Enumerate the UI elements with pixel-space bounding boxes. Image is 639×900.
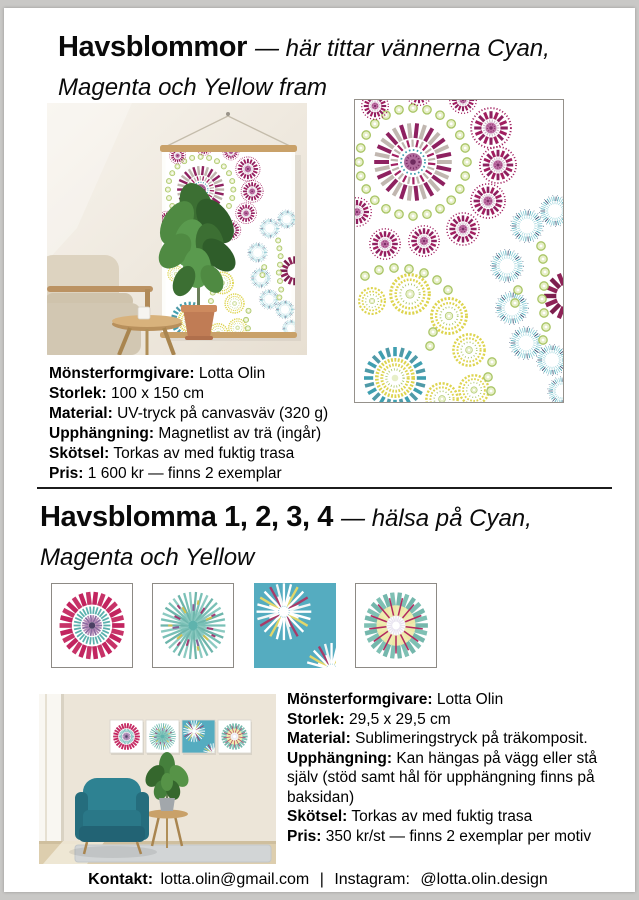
section2-subtitle: — hälsa på Cyan, <box>341 505 532 532</box>
flyer-page <box>4 8 635 892</box>
detail-hanging: Upphängning: Magnetlist av trä (ingår) <box>49 425 322 442</box>
section1-subtitle: — här tittar vännerna Cyan, <box>255 35 550 62</box>
contact-line <box>4 871 635 889</box>
detail-size: Storlek: 100 x 150 cm <box>49 385 205 402</box>
section1-title: Havsblommor <box>58 31 247 63</box>
contact-label: Kontakt: <box>88 871 154 888</box>
instagram-label: Instagram: <box>334 871 410 888</box>
detail-designer: Mönsterformgivare: Lotta Olin <box>287 691 504 708</box>
instagram-handle[interactable]: @lotta.olin.design <box>420 871 548 888</box>
detail-designer: Mönsterformgivare: Lotta Olin <box>49 365 266 382</box>
section-divider <box>37 487 612 489</box>
havsblomma-thumb-3 <box>254 583 336 668</box>
detail-care: Skötsel: Torkas av med fuktig trasa <box>49 445 295 462</box>
section1-subtitle-line2: Magenta och Yellow fram <box>58 74 328 101</box>
detail-size: Storlek: 29,5 x 29,5 cm <box>287 710 451 728</box>
havsblomma-thumb-4 <box>355 583 437 668</box>
pattern-detail-image <box>354 99 564 403</box>
room-photo-small <box>39 694 276 864</box>
detail-care: Skötsel: Torkas av med fuktig trasa <box>287 808 533 825</box>
havsblomma-thumb-2 <box>152 583 234 668</box>
contact-email[interactable]: lotta.olin@gmail.com <box>160 871 310 888</box>
detail-price: Pris: 1 600 kr — finns 2 exemplar <box>49 465 282 482</box>
detail-hanging: Upphängning: Kan hängas på vägg eller stå själv (stöd samt hål för upphängning finns på baksidan) <box>287 749 598 806</box>
section2-heading <box>40 500 600 575</box>
contact-separator: | <box>319 871 324 888</box>
section1-heading <box>58 30 608 105</box>
detail-material: Material: UV-tryck på canvasväv (320 g) <box>49 405 329 422</box>
section2-title: Havsblomma 1, 2, 3, 4 <box>40 501 334 533</box>
section2-subtitle-line2: Magenta och Yellow <box>40 544 255 571</box>
detail-material: Material: Sublimeringstryck på träkomposit. <box>287 730 588 747</box>
room-photo-large <box>47 103 307 355</box>
product-details-1 <box>49 364 369 484</box>
detail-price: Pris: 350 kr/st — finns 2 exemplar per motiv <box>287 827 592 845</box>
havsblomma-thumb-1 <box>51 583 133 668</box>
product-details-2 <box>287 690 621 846</box>
